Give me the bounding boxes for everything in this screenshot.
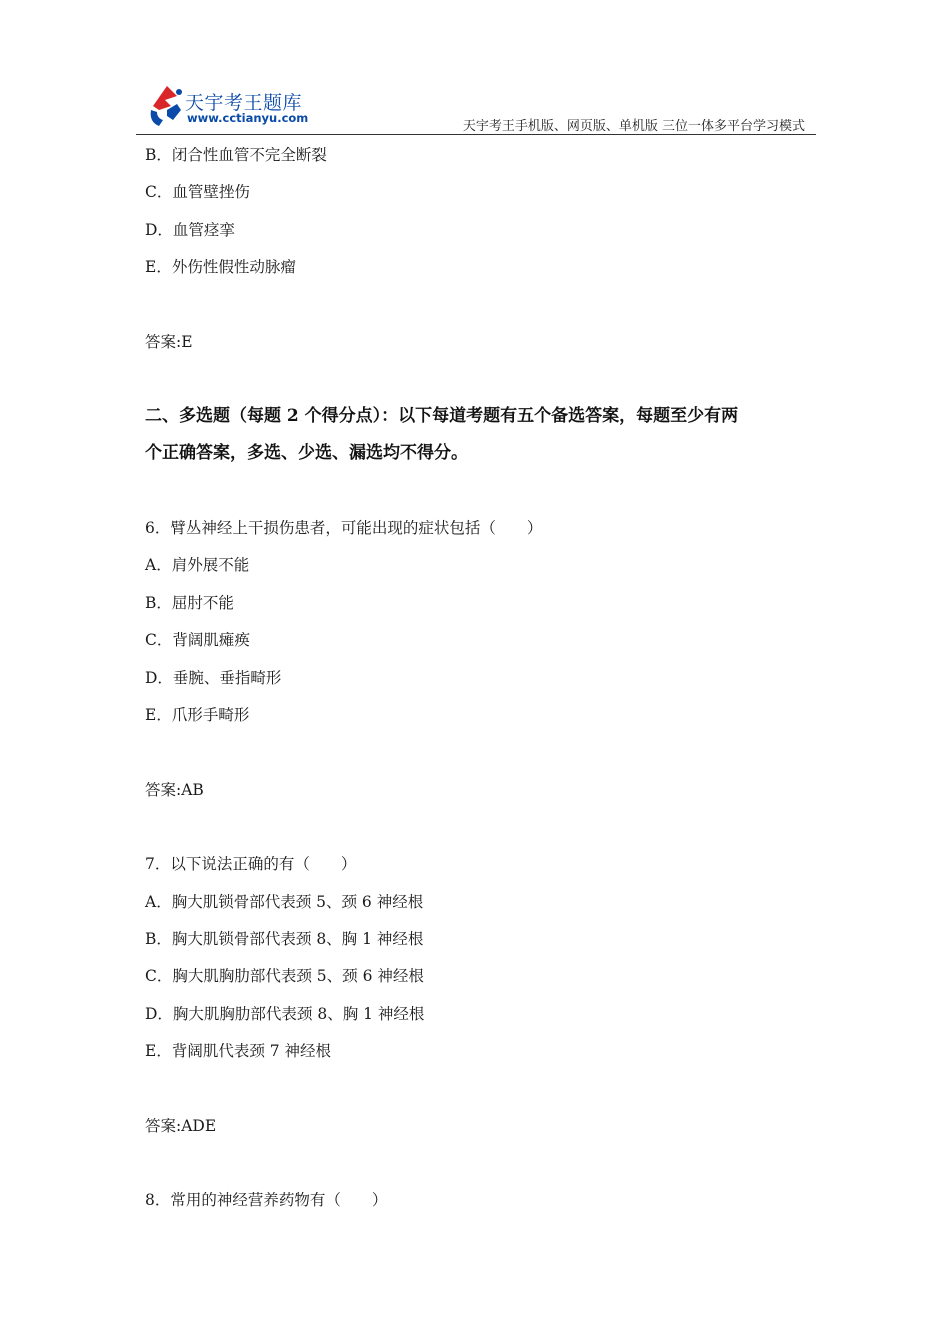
q6-stem: 6．臂丛神经上干损伤患者，可能出现的症状包括（ ）: [145, 519, 543, 537]
logo-mark-icon: [145, 80, 187, 128]
q7-option-e: E．背阔肌代表颈 7 神经根: [145, 1042, 332, 1060]
section2-heading-line2: 个正确答案，多选、少选、漏选均不得分。: [145, 443, 468, 463]
q7-option-b: B．胸大肌锁骨部代表颈 8、胸 1 神经根: [145, 930, 424, 948]
q7-option-c: C．胸大肌胸肋部代表颈 5、颈 6 神经根: [145, 967, 424, 985]
q5-answer: 答案:E: [145, 333, 193, 351]
q6-option-a: A．肩外展不能: [145, 556, 250, 574]
q7-option-d: D．胸大肌胸肋部代表颈 8、胸 1 神经根: [145, 1005, 425, 1023]
header-tagline: 天宇考王手机版、网页版、单机版 三位一体多平台学习模式: [462, 119, 805, 134]
logo-text: 天宇考王题库: [185, 92, 303, 114]
q6-option-c: C．背阔肌瘫痪: [145, 631, 250, 649]
q5-option-e: E．外伤性假性动脉瘤: [145, 258, 296, 276]
q6-answer: 答案:AB: [145, 781, 204, 799]
brand-logo[interactable]: [145, 80, 325, 130]
q6-option-b: B．屈肘不能: [145, 594, 234, 612]
q8-stem: 8．常用的神经营养药物有（ ）: [145, 1191, 388, 1209]
header-divider: [136, 134, 816, 135]
logo-url[interactable]: www.cctianyu.com: [187, 111, 309, 125]
q7-option-a: A．胸大肌锁骨部代表颈 5、颈 6 神经根: [145, 893, 424, 911]
q5-option-c: C．血管壁挫伤: [145, 183, 250, 201]
q5-option-d: D．血管痉挛: [145, 221, 235, 239]
section2-heading-line1: 二、多选题（每题 2 个得分点）：以下每道考题有五个备选答案，每题至少有两: [145, 406, 739, 426]
q7-answer: 答案:ADE: [145, 1117, 217, 1135]
q6-option-e: E．爪形手畸形: [145, 706, 250, 724]
q5-option-b: B．闭合性血管不完全断裂: [145, 146, 327, 164]
q6-option-d: D．垂腕、垂指畸形: [145, 669, 282, 687]
q7-stem: 7．以下说法正确的有（ ）: [145, 855, 357, 873]
page-header: [0, 0, 950, 136]
